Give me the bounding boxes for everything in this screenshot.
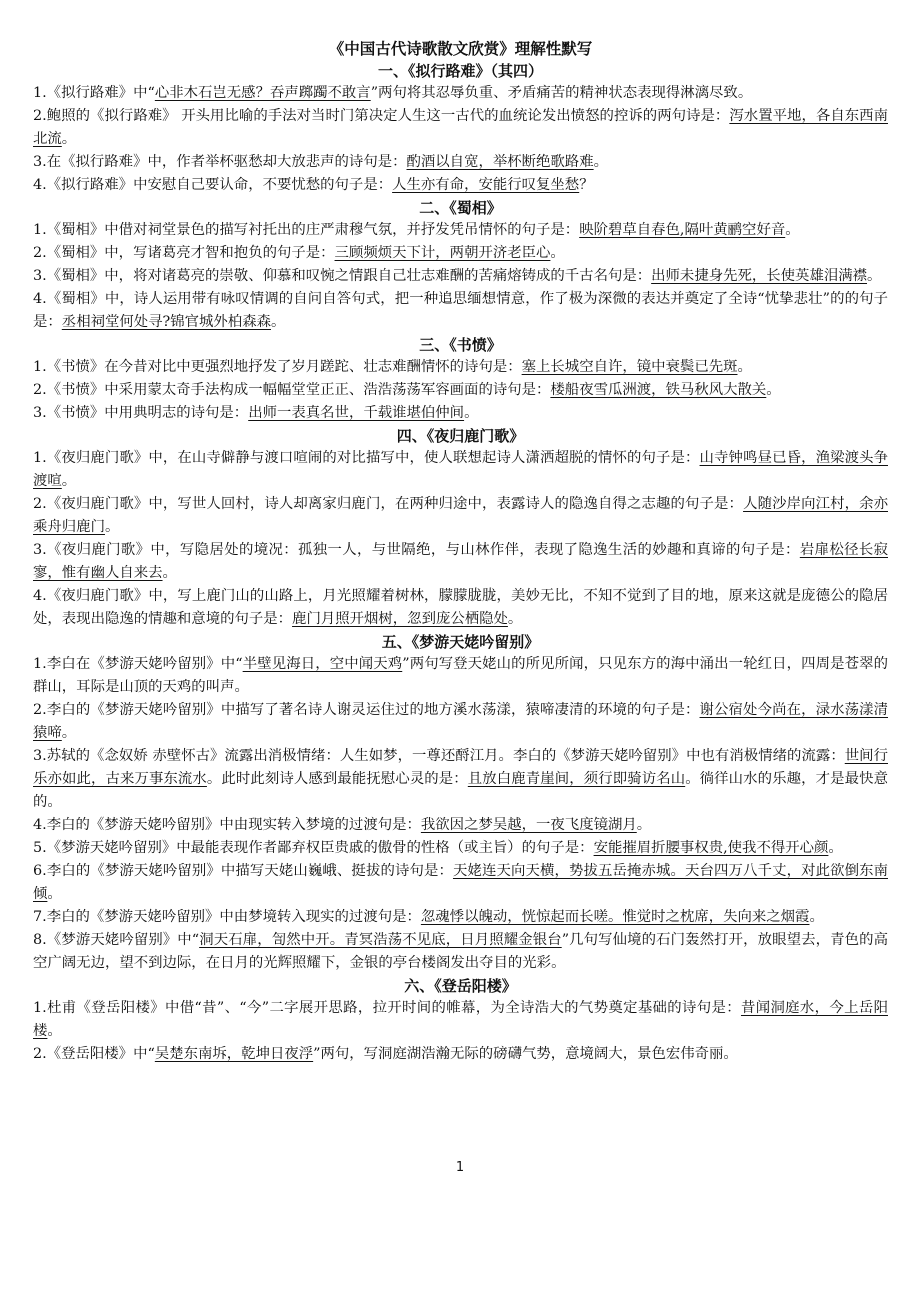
answer-text: 半壁见海日，空中闻天鸡	[242, 656, 403, 672]
question-item	[33, 1043, 888, 1066]
answer-text: 鹿门月照开烟树，忽到庞公栖隐处	[292, 611, 508, 627]
question-item	[33, 929, 888, 975]
question-text: 。	[270, 314, 286, 330]
question-item	[33, 105, 888, 151]
question-item	[33, 585, 888, 631]
question-item	[33, 265, 888, 288]
question-text: 。	[550, 245, 565, 261]
question-item	[33, 653, 888, 699]
question-text: 。	[636, 817, 652, 833]
section-title: 二、《蜀相》	[419, 199, 502, 217]
answer-text: 塞上长城空自许，镜中衰鬓已先斑	[521, 359, 738, 375]
question-text: 。	[464, 405, 479, 421]
question-item	[33, 837, 888, 860]
question-text: 。	[593, 154, 608, 170]
question-item	[33, 997, 888, 1043]
question-item	[33, 539, 888, 585]
answer-text: 人生亦有命，安能行叹复坐愁	[392, 177, 580, 193]
question-text: 。徜徉山水的乐趣，才是最快意的。	[33, 771, 888, 810]
question-text: 1.《夜归鹿门歌》中，在山寺僻静与渡口喧闹的对比描写中，使人联想起诗人潇洒超脱的情怀的句子是：	[33, 450, 700, 466]
question-item	[33, 860, 888, 906]
answer-text: 出师未捷身先死，长使英雄泪满襟	[651, 268, 868, 284]
question-text: 1.《书愤》在今昔对比中更强烈地抒发了岁月蹉跎、壮志难酬情怀的诗句是：	[33, 359, 522, 375]
answer-text: 昔闻洞庭水，今上岳阳楼	[33, 1000, 888, 1039]
question-text: ”两句将其忍辱负重、矛盾痛苦的精神状态表现得淋漓尽致。	[370, 85, 753, 101]
question-item	[33, 447, 888, 493]
question-text: 4.《夜归鹿门歌》中，写上鹿门山的山路上，月光照耀着树林，朦朦胧胧，美妙无比，不知不觉到了目的地，原来这就是庞德公的隐居处，表现出隐逸的情趣和意境的句子是：	[33, 588, 888, 627]
question-text: 。	[867, 268, 882, 284]
question-text: 4.李白的《梦游天姥吟留别》中由现实转入梦境的过渡句是：	[33, 817, 421, 833]
answer-text: 酌酒以自宽，举杯断绝歌路难	[406, 154, 594, 170]
question-text: ”几句写仙境的石门轰然打开，放眼望去，青色的高空广阔无边，望不到边际，在日月的光辉照耀下，金银的亭台楼阁发出夺目的光彩。	[33, 932, 888, 971]
answer-text: 三顾频烦天下计，两朝开济老臣心	[334, 245, 551, 261]
question-text: 3.《蜀相》中，将对诸葛亮的崇敬、仰慕和叹惋之情跟自己壮志难酬的苦痛熔铸成的千古名句是：	[33, 268, 652, 284]
document-page	[33, 38, 888, 1066]
answer-text: 我欲因之梦吴越，一夜飞度镜湖月	[420, 817, 637, 833]
question-text: 1.《蜀相》中借对祠堂景色的描写衬托出的庄严肃穆气氛，并抒发凭吊情怀的句子是：	[33, 222, 580, 238]
question-text: 。	[61, 725, 77, 741]
question-item	[33, 402, 888, 425]
question-text: 。	[104, 519, 120, 535]
question-item	[33, 379, 888, 402]
question-item	[33, 493, 888, 539]
question-item	[33, 219, 888, 242]
question-text: ？	[579, 177, 594, 193]
question-text: 。	[828, 840, 843, 856]
question-text: 4.《拟行路难》中安慰自己要认命，不要忧愁的句子是：	[33, 177, 393, 193]
section-title: 一、《拟行路难》（其四）	[377, 62, 543, 80]
question-item	[33, 699, 888, 745]
question-item	[33, 288, 888, 334]
question-text: 3.在《拟行路难》中，作者举杯驱愁却大放悲声的诗句是：	[33, 154, 407, 170]
question-text: 1.《拟行路难》中“	[33, 85, 155, 101]
question-item	[33, 151, 888, 174]
question-item	[33, 906, 888, 929]
answer-text: 吴楚东南坼，乾坤日夜浮	[154, 1046, 314, 1062]
question-text: 2.《夜归鹿门歌》中，写世人回村，诗人却离家归鹿门，在两种归途中，表露诗人的隐逸自得之志趣的句子是：	[33, 496, 744, 512]
question-text: 2.《蜀相》中，写诸葛亮才智和抱负的句子是：	[33, 245, 335, 261]
answer-text: 且放白鹿青崖间，须行即骑访名山	[467, 771, 686, 787]
question-text: 。	[766, 382, 781, 398]
section-title: 四、《夜归鹿门歌》	[396, 427, 525, 445]
question-text: 6.李白的《梦游天姥吟留别》中描写天姥山巍峨、挺拔的诗句是：	[33, 863, 453, 879]
question-item	[33, 814, 888, 837]
question-text: 。	[785, 222, 800, 238]
answer-text: 谢公宿处今尚在，渌水荡漾清猿啼	[33, 702, 888, 741]
question-text: 。	[47, 886, 62, 902]
question-text: ”两句写登天姥山的所见所闻，只见东方的海中涌出一轮红日，四周是苍翠的群山，耳际是山顶的天鸡的叫声。	[33, 656, 888, 695]
question-text: 2.《书愤》中采用蒙太奇手法构成一幅幅堂堂正正、浩浩荡荡军容画面的诗句是：	[33, 382, 551, 398]
answer-text: 映阶碧草自春色,隔叶黄鹂空好音	[579, 222, 786, 238]
question-text: 。	[61, 473, 77, 489]
answer-text: 出师一表真名世，千载谁堪伯仲间	[248, 405, 465, 421]
question-text: 。	[809, 909, 824, 925]
question-text: 2.《登岳阳楼》中“	[33, 1046, 155, 1062]
answer-text: 心非木石岂无感？吞声踯躅不敢言	[154, 85, 371, 101]
answer-text: 安能摧眉折腰事权贵,使我不得开心颜	[593, 840, 829, 856]
question-text: 2.鲍照的《拟行路难》 开头用比喻的手法对当时门第决定人生这一古代的血统论发出愤怒的控诉的两句诗是：	[33, 108, 730, 124]
question-text: 3.《夜归鹿门歌》中，写隐居处的境况：孤独一人，与世隔绝，与山林作伴，表现了隐逸生活的妙趣和真谛的句子是：	[33, 542, 800, 558]
document-body	[33, 60, 888, 1066]
question-text: 3.苏轼的《念奴娇 赤壁怀古》流露出消极情绪：人生如梦，一尊还酹江月。李白的《梦游天姥吟留别》中也有消极情绪的流露：	[33, 748, 845, 764]
question-text: 7.李白的《梦游天姥吟留别》中由梦境转入现实的过渡句是：	[33, 909, 421, 925]
question-text: ”两句，写洞庭湖浩瀚无际的磅礴气势，意境阔大，景色宏伟奇丽。	[313, 1046, 738, 1062]
question-item	[33, 82, 888, 105]
answer-text: 人随沙岸向江村，余亦乘舟归鹿门	[33, 496, 888, 535]
question-text: 。	[61, 131, 77, 147]
question-text: 。此时此刻诗人感到最能抚慰心灵的是：	[206, 771, 468, 787]
question-item	[33, 745, 888, 814]
document-title: 《中国古代诗歌散文欣赏》理解性默写	[328, 39, 593, 58]
question-text: 。	[737, 359, 752, 375]
question-text: 4.《蜀相》中，诗人运用带有咏叹情调的自问自答句式，把一种追思缅想情意，作了极为深微的表达并奠定了全诗“忧挚悲壮”的的句子是：	[33, 291, 888, 330]
answer-text: 丞相祠堂何处寻?锦官城外柏森森	[61, 314, 271, 330]
question-text: 。	[162, 565, 177, 581]
question-text: 1.李白在《梦游天姥吟留别》中“	[33, 656, 243, 672]
section-title: 三、《书愤》	[419, 336, 502, 354]
answer-text: 世间行乐亦如此，古来万事东流水	[33, 748, 888, 787]
answer-text: 洞天石扉，訇然中开。青冥浩荡不见底，日月照耀金银台	[199, 932, 562, 948]
question-item	[33, 174, 888, 197]
answer-text: 楼船夜雪瓜洲渡，铁马秋风大散关	[550, 382, 767, 398]
question-item	[33, 356, 888, 379]
section-title: 六、《登岳阳楼》	[404, 977, 517, 995]
answer-text: 忽魂悸以魄动，恍惊起而长嗟。惟觉时之枕席，失向来之烟霞	[420, 909, 810, 925]
answer-text: 泻水置平地，各自东西南北流	[33, 108, 888, 147]
answer-text: 天姥连天向天横，势拔五岳掩赤城。天台四万八千丈，对此欲倒东南倾	[33, 863, 888, 902]
answer-text: 岩扉松径长寂寥，惟有幽人自来去	[33, 542, 888, 581]
question-text: 。	[47, 1023, 62, 1039]
answer-text: 山寺钟鸣昼已昏，渔梁渡头争渡喧	[33, 450, 888, 489]
question-text: 1.杜甫《登岳阳楼》中借“昔”、“今”二字展开思路，拉开时间的帷幕，为全诗浩大的气势奠定基础的诗句是：	[33, 1000, 741, 1016]
question-text: 8.《梦游天姥吟留别》中“	[33, 932, 200, 948]
question-item	[33, 242, 888, 265]
question-text: 5.《梦游天姥吟留别》中最能表现作者鄙弃权臣贵戚的傲骨的性格（或主旨）的句子是：	[33, 840, 594, 856]
question-text: 3.《书愤》中用典明志的诗句是：	[33, 405, 249, 421]
page-number: 1	[455, 1160, 465, 1175]
section-title: 五、《梦游天姥吟留别》	[381, 633, 540, 651]
question-text: 2.李白的《梦游天姥吟留别》中描写了著名诗人谢灵运住过的地方溪水荡漾，猿啼凄清的环境的句子是：	[33, 702, 700, 718]
question-text: 。	[507, 611, 523, 627]
